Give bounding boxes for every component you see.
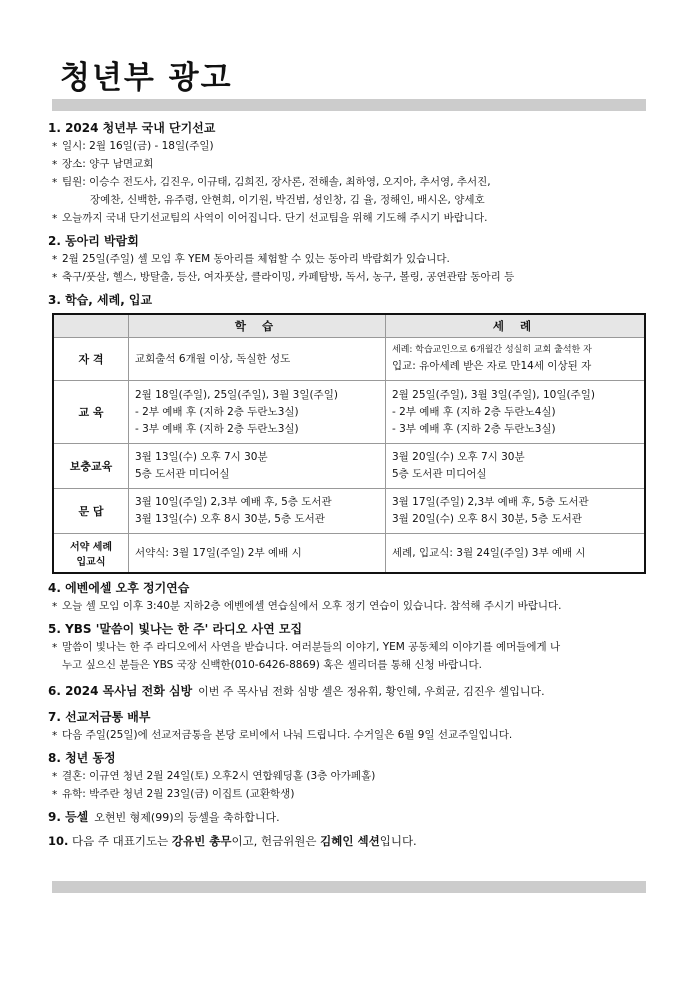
s2-line2: * 축구/풋살, 헬스, 방탈출, 등산, 여자풋살, 클라이밍, 카페탐방, 독서, 농구, 볼링, 공연관람 동아리 등 (48, 268, 650, 286)
section-8-title: 8. 청년 동정 (48, 751, 116, 765)
section-7-title: 7. 선교저금통 배부 (48, 710, 151, 724)
section-7 (48, 708, 650, 744)
bap-sup-line1: 3월 20일(수) 오후 7시 30분 (392, 451, 525, 463)
study-int-line2: 3월 13일(수) 오후 8시 30분, 5층 도서관 (135, 513, 325, 525)
section-10 (48, 832, 650, 850)
cell-baptism-supplementary (386, 444, 646, 489)
cell-study-ceremony: 서약식: 3월 17일(주일) 2부 예배 시 (129, 534, 386, 574)
section-2 (48, 232, 650, 286)
row-label-education: 교 육 (53, 381, 129, 444)
row-label-supplementary: 보충교육 (53, 444, 129, 489)
s7-line1: * 다음 주일(25일)에 선교저금통을 본당 로비에서 나눠 드립니다. 수거일은 6월 9일 선교주일입니다. (48, 726, 650, 744)
s1-team-line2: 장예찬, 신백한, 유주령, 안현희, 이기원, 박건범, 성인창, 김 율, 정해인, 배시온, 양세호 (90, 194, 485, 206)
cell-baptism-qualification (386, 338, 646, 381)
s9-body: 오현빈 형제(99)의 등셀을 축하합니다. (94, 811, 280, 824)
table-row (53, 534, 645, 574)
s10-name1: 강유빈 총무 (171, 834, 232, 848)
study-edu-line2: - 2부 예배 후 (지하 2층 두란노3실) (135, 405, 299, 418)
s4-line1: * 오늘 셀 모임 이후 3:40분 지하2층 에벤에셀 연습실에서 오후 정기 연습이 있습니다. 참석해 주시기 바랍니다. (48, 597, 650, 615)
header-blank (53, 314, 129, 338)
s1-date: * 일시: 2월 16일(금) - 18일(주일) (48, 137, 650, 155)
bap-edu-line1: 2월 25일(주일), 3월 3일(주일), 10일(주일) (392, 388, 595, 401)
bap-int-line2: 3월 20일(수) 오후 8시 30분, 5층 도서관 (392, 513, 582, 525)
s2-line1: * 2월 25일(주일) 셀 모임 후 YEM 동아리를 체험할 수 있는 동아리 박람회가 있습니다. (48, 250, 650, 268)
section-1 (48, 119, 650, 227)
s6-body: 이번 주 목사님 전화 심방 셀은 정유휘, 황인혜, 우희균, 김진우 셀입니다. (198, 685, 545, 698)
row-label-interview: 문 답 (53, 489, 129, 534)
table-row (53, 338, 645, 381)
table-row (53, 381, 645, 444)
announcement-body (48, 119, 650, 850)
bap-edu-line3: - 3부 예배 후 (지하 2층 두란노3실) (392, 422, 556, 435)
bap-qual-line2: 입교: 유아세례 받은 자로 만14세 이상된 자 (392, 360, 592, 372)
study-edu-line1: 2월 18일(주일), 25일(주일), 3월 3일(주일) (135, 388, 338, 401)
section-6-title (48, 682, 650, 701)
section-6 (48, 682, 650, 701)
s10-mid: 이고, 헌금위원은 (231, 834, 317, 848)
s1-team-line1: * 팀원: 이승수 전도사, 김진우, 이규태, 김희진, 장사론, 전해솔, 최하영, 오지아, 추서영, 추서진, (48, 173, 650, 191)
bap-edu-line2: - 2부 예배 후 (지하 2층 두란노4실) (392, 405, 556, 418)
study-sup-line2: 5층 도서관 미디어실 (135, 468, 230, 480)
s10-num: 10. (48, 834, 69, 848)
section-5 (48, 620, 650, 674)
section-9-title (48, 808, 650, 827)
table-row (53, 489, 645, 534)
section-4-title: 4. 에벤에셀 오후 정기연습 (48, 581, 190, 595)
s9-title-text: 9. 등셀 (48, 810, 89, 824)
cell-baptism-interview (386, 489, 646, 534)
study-sup-line1: 3월 13일(수) 오후 7시 30분 (135, 451, 268, 463)
cell-study-qualification: 교회출석 6개월 이상, 독실한 성도 (129, 338, 386, 381)
section-8 (48, 749, 650, 803)
s8-line2: * 유학: 박주란 청년 2월 23일(금) 이집트 (교환학생) (48, 785, 650, 803)
s10-post: 입니다. (379, 834, 417, 848)
s1-place: * 장소: 양구 남면교회 (48, 155, 650, 173)
header-study: 학 습 (129, 314, 386, 338)
s10-name2: 김혜인 섹션 (320, 834, 380, 848)
bap-sup-line2: 5층 도서관 미디어실 (392, 468, 487, 480)
row-label-qualification: 자 격 (53, 338, 129, 381)
cell-study-interview (129, 489, 386, 534)
bap-int-line1: 3월 17일(주일) 2,3부 예배 후, 5층 도서관 (392, 496, 589, 508)
study-int-line1: 3월 10일(주일) 2,3부 예배 후, 5층 도서관 (135, 496, 332, 508)
s8-line1: * 결혼: 이규연 청년 2월 24일(토) 오후2시 연합웨딩홀 (3층 아가페홀) (48, 767, 650, 785)
section-4 (48, 579, 650, 615)
bap-qual-line1: 세례: 학습교인으로 6개월간 성실히 교회 출석한 자 (392, 345, 592, 355)
table-row (53, 444, 645, 489)
section-2-title: 2. 동아리 박람회 (48, 234, 139, 248)
ceremony-label-line1: 서약 세례 (69, 542, 113, 553)
cell-study-supplementary (129, 444, 386, 489)
section-3-title: 3. 학습, 세례, 입교 (48, 293, 153, 307)
study-edu-line3: - 3부 예배 후 (지하 2층 두란노3실) (135, 422, 299, 435)
s6-title-text: 6. 2024 목사님 전화 심방 (48, 684, 193, 698)
row-label-ceremony (53, 534, 129, 574)
cell-baptism-ceremony: 세례, 입교식: 3월 24일(주일) 3부 예배 시 (386, 534, 646, 574)
s1-note: * 오늘까지 국내 단기선교팀의 사역이 이어집니다. 단기 선교팀을 위해 기도해 주시기 바랍니다. (48, 209, 650, 227)
section-1-title: 1. 2024 청년부 국내 단기선교 (48, 121, 216, 135)
top-divider (52, 99, 646, 111)
table-header-row (53, 314, 645, 338)
s5-line2: 누고 싶으신 분들은 YBS 국장 신백한(010-6426-8869) 혹은 셀리더를 통해 신청 바랍니다. (62, 659, 482, 671)
page-title: 청년부 광고 (60, 60, 233, 96)
bottom-divider (52, 881, 646, 893)
section-10-line (48, 832, 650, 850)
s5-line1: * 말씀이 빛나는 한 주 라디오에서 사연을 받습니다. 여러분들의 이야기, YEM 공동체의 이야기를 예머들에게 나 (48, 638, 650, 656)
section-3 (48, 291, 650, 574)
baptism-schedule-table (52, 313, 646, 574)
section-9 (48, 808, 650, 827)
s10-pre: 다음 주 대표기도는 (72, 834, 169, 848)
header-baptism: 세 례 (386, 314, 646, 338)
cell-baptism-education (386, 381, 646, 444)
ceremony-label-line2: 입교식 (76, 557, 106, 568)
section-5-title: 5. YBS '말씀이 빛나는 한 주' 라디오 사연 모집 (48, 622, 303, 636)
cell-study-education (129, 381, 386, 444)
